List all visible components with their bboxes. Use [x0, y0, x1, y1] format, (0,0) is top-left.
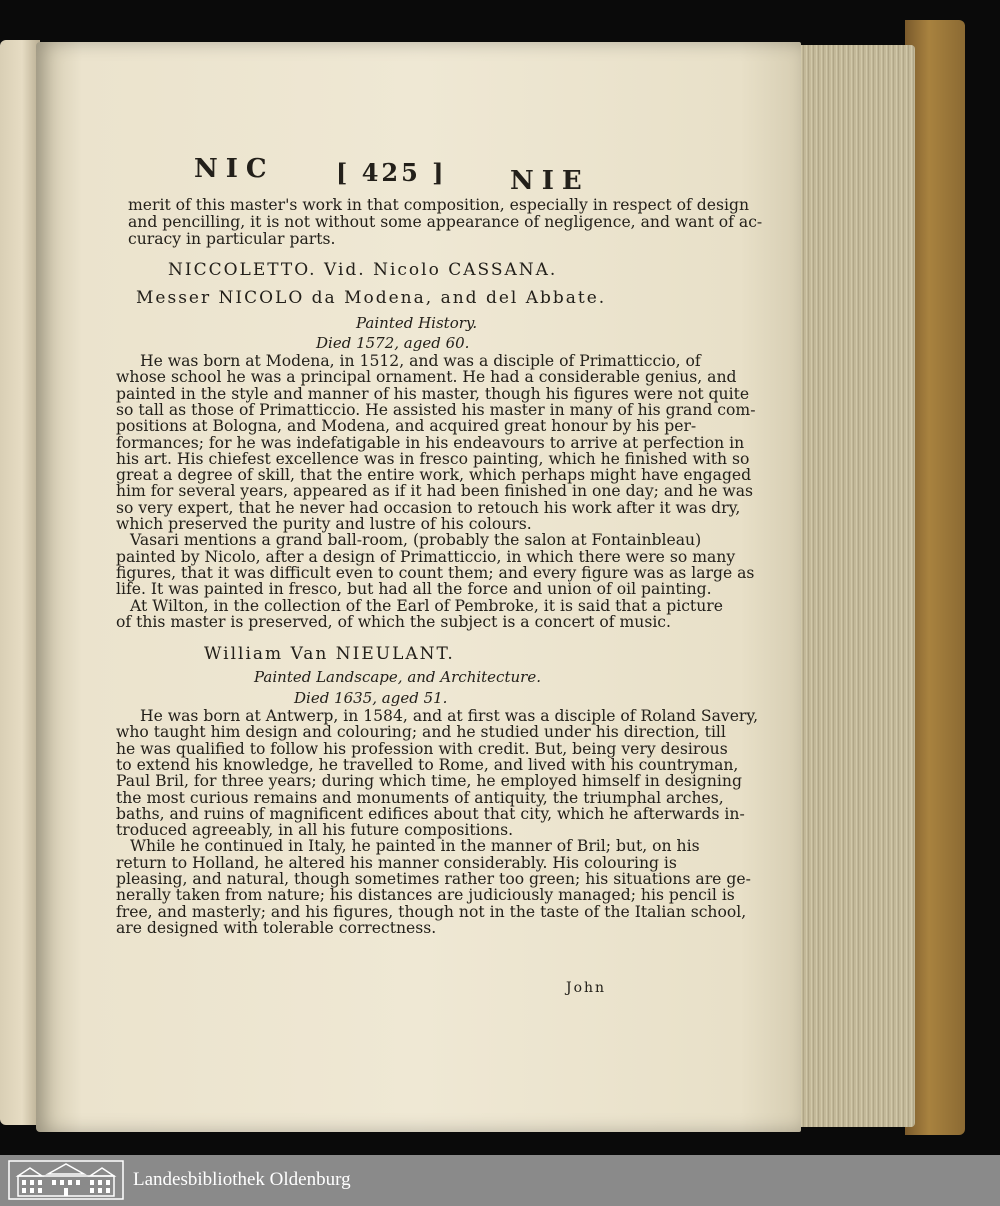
text-line: life. It was painted in fresco, but had all the force and union of oil painting. [116, 580, 712, 599]
text-line: whose school he was a principal ornament. He had a considerable genius, and [116, 368, 737, 387]
text-line: free, and masterly; and his figures, though not in the taste of the Italian school, [116, 902, 747, 921]
text-line: He was born at Antwerp, in 1584, and at first was a disciple of Roland Savery, [140, 707, 759, 725]
text-line: him for several years, appeared as if it had been finished in one day; and he was [116, 482, 754, 501]
text-line: return to Holland, he altered his manner considerably. His colouring is [116, 853, 677, 872]
text-line: troduced agreeably, in all his future compositions. [116, 821, 514, 840]
text-line: which preserved the purity and lustre of his colours. [116, 515, 532, 533]
text-line: curacy in particular parts. [128, 230, 336, 248]
text-line: Vasari mentions a grand ball-room, (probably the salon at Fontainbleau) [130, 531, 702, 550]
entry-heading-nicolo: Messer NICOLO da Modena, and del Abbate. [136, 288, 607, 308]
text-line: he was qualified to follow his profession with credit. But, being very desirous [116, 739, 728, 758]
footer-bar [0, 1155, 1000, 1206]
entry-died: Died 1572, aged 60. [316, 334, 470, 352]
text-line: nerally taken from nature; his distances are judiciously managed; his pencil is [116, 886, 735, 905]
text-line: so tall as those of Primatticcio. He assisted his master in many of his grand com- [116, 400, 756, 419]
book-page [36, 42, 801, 1132]
text-line: the most curious remains and monuments of antiquity, the triumphal arches, [116, 788, 724, 807]
entry-died: Died 1635, aged 51. [294, 689, 448, 707]
text-line: He was born at Modena, in 1512, and was a disciple of Primatticcio, of [140, 352, 701, 370]
entry-subtitle: Painted History. [356, 314, 478, 332]
text-line: merit of this master's work in that composition, especially in respect of design [128, 196, 749, 214]
entry-subtitle: Painted Landscape, and Architecture. [254, 668, 541, 686]
entry-heading-nieulant: William Van NIEULANT. [204, 644, 455, 664]
text-line: and pencilling, it is not without some appearance of negligence, and want of ac- [128, 213, 763, 231]
page-fore-edge [795, 45, 915, 1127]
catchword: John [566, 980, 607, 996]
running-head-left: NIC [194, 154, 275, 184]
library-building-icon [8, 1160, 124, 1200]
entry-heading-niccoletto: NICCOLETTO. Vid. Nicolo CASSANA. [168, 260, 558, 280]
left-page-edge [0, 40, 40, 1125]
text-line: Paul Bril, for three years; during which time, he employed himself in designing [116, 772, 742, 791]
footer-institution-name: Landesbibliothek Oldenburg [133, 1169, 351, 1190]
page-number: [ 425 ] [336, 158, 447, 187]
text-line: painted by Nicolo, after a design of Primatticcio, in which there were so many [116, 547, 736, 566]
text-line: so very expert, that he never had occasion to retouch his work after it was dry, [116, 498, 741, 517]
text-line: formances; for he was indefatigable in his endeavours to arrive at perfection in [116, 433, 745, 452]
text-line: baths, and ruins of magnificent edifices about that city, which he afterwards in- [116, 804, 745, 823]
text-line: who taught him design and colouring; and he studied under his direction, till [116, 723, 726, 742]
text-line: While he continued in Italy, he painted in the manner of Bril; but, on his [130, 837, 700, 856]
text-line: At Wilton, in the collection of the Earl of Pembroke, it is said that a picture [130, 596, 723, 615]
text-line: are designed with tolerable correctness. [116, 918, 437, 937]
text-line: painted in the style and manner of his master, though his figures were not quite [116, 384, 750, 403]
text-line: great a degree of skill, that the entire work, which perhaps might have engaged [116, 466, 752, 485]
text-line: figures, that it was difficult even to count them; and every figure was as large as [116, 563, 755, 582]
text-line: of this master is preserved, of which the subject is a concert of music. [116, 612, 671, 631]
text-line: his art. His chiefest excellence was in fresco painting, which he finished with so [116, 449, 750, 468]
text-line: to extend his knowledge, he travelled to Rome, and lived with his countryman, [116, 755, 739, 774]
running-head-right: NIE [510, 166, 590, 196]
text-line: positions at Bologna, and Modena, and acquired great honour by his per- [116, 417, 697, 436]
text-line: pleasing, and natural, though sometimes rather too green; his situations are ge- [116, 870, 751, 888]
